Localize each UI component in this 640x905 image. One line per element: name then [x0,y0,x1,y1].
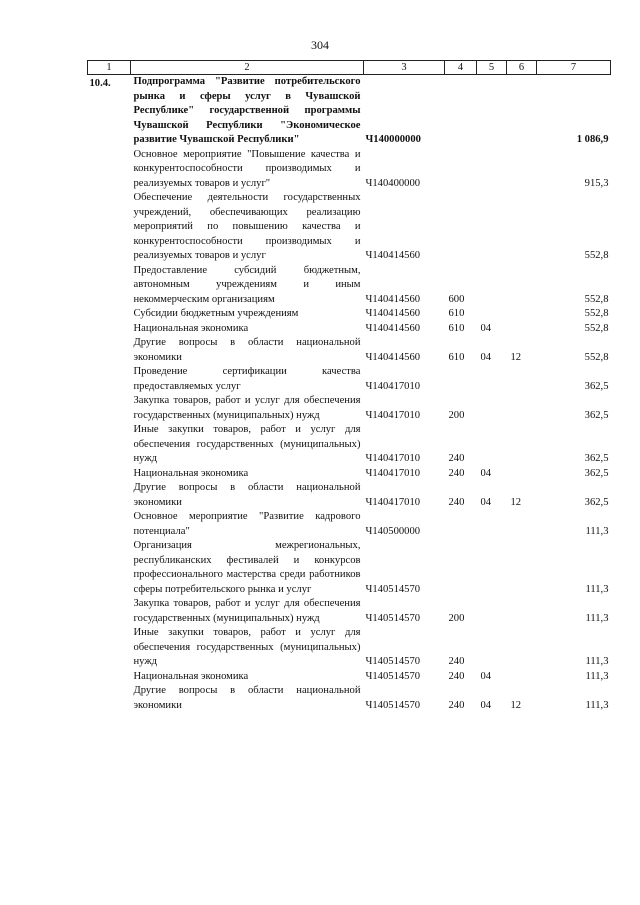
subsection-cell [507,670,537,685]
row-number-cell [88,481,131,510]
header-cell: 3 [364,61,445,75]
section-cell: 04 [480,670,492,682]
table-row [88,264,611,308]
amount-cell: 552,8 [584,250,609,261]
table-row [88,307,611,322]
table-header-row [88,61,611,75]
section-cell: 04 [480,322,492,334]
amount-cell: 362,5 [584,496,609,508]
table-row [88,365,611,394]
row-name-cell: Закупка товаров, работ и услуг для обеспечения государственных (муниципальных) нужд [133,395,361,421]
table-row [88,75,611,148]
table-row [88,423,611,467]
row-name-cell: Подпрограмма "Развитие потребительского рынка и сферы услуг в Чувашской Республике" государственной программы Чувашской Республики "Экономическое развитие Чувашской Республики" [133,76,361,145]
row-number-cell [88,626,131,670]
section-cell [477,191,507,264]
row-number-cell [88,670,131,685]
section-cell: 04 [480,699,492,711]
amount-cell: 552,8 [584,293,609,305]
expense-type-cell [445,365,477,394]
expense-type-cell: 610 [448,308,465,319]
row-name-cell: Субсидии бюджетным учреждениям [133,308,299,319]
subsection-cell [507,148,537,192]
target-article-cell: Ч140417010 [365,467,421,479]
target-article-cell: Ч140400000 [365,177,421,189]
target-article-cell: Ч140417010 [365,496,421,508]
row-number-cell [88,191,131,264]
row-name-cell: Другие вопросы в области национальной экономики [133,337,361,363]
row-name-cell: Национальная экономика [133,322,249,334]
subsection-cell [507,264,537,308]
row-name-cell: Закупка товаров, работ и услуг для обеспечения государственных (муниципальных) нужд [133,598,361,624]
amount-cell: 111,3 [585,583,609,595]
section-cell [477,75,507,148]
row-name-cell: Другие вопросы в области национальной экономики [133,685,361,711]
subsection-cell [507,423,537,467]
amount-cell: 552,8 [584,322,609,334]
row-name-cell: Национальная экономика [133,467,249,479]
table-row [88,148,611,192]
target-article-cell: Ч140417010 [365,380,421,392]
target-article-cell: Ч140414560 [365,351,421,363]
target-article-cell: Ч140514570 [365,612,421,624]
table-row [88,467,611,482]
table-row [88,510,611,539]
table-row [88,670,611,685]
row-name-cell: Основное мероприятие "Развитие кадрового потенциала" [133,511,361,537]
expense-type-cell: 240 [448,467,465,479]
section-cell [477,307,507,322]
expense-type-cell: 200 [448,409,465,421]
amount-cell: 111,3 [585,699,609,711]
row-number-cell [88,423,131,467]
table-row [88,539,611,597]
expense-type-cell [445,75,477,148]
table-row [88,597,611,626]
section-cell [477,539,507,597]
section-cell [477,365,507,394]
row-name-cell: Предоставление субсидий бюджетным, автономным учреждениям и иным некоммерческим организациям [133,264,361,305]
section-cell [477,148,507,192]
subsection-cell [507,307,537,322]
row-number-cell [88,394,131,423]
amount-cell: 362,5 [584,380,609,392]
amount-cell: 362,5 [584,453,609,464]
subsection-cell [507,467,537,482]
header-cell: 2 [131,61,364,75]
section-cell: 04 [480,496,492,508]
expense-type-cell: 240 [448,670,465,682]
page-number: 304 [311,38,329,52]
row-number-cell [88,307,131,322]
row-number-cell [88,322,131,337]
target-article-cell: Ч140414560 [365,293,421,305]
header-cell: 4 [445,61,477,75]
expense-type-cell: 240 [448,699,465,711]
section-cell [477,626,507,670]
target-article-cell: Ч140514570 [365,583,421,595]
subsection-cell [507,510,537,539]
table-row [88,684,611,713]
table-row [88,322,611,337]
target-article-cell: Ч140500000 [365,525,421,537]
subsection-cell [507,75,537,148]
budget-table [87,60,611,713]
amount-cell: 111,3 [585,656,609,667]
row-number-cell [88,539,131,597]
table-row [88,394,611,423]
row-name-cell: Основное мероприятие "Повышение качества и конкурентоспособности производимых и реализуемых товаров и услуг" [133,148,361,189]
amount-cell: 111,3 [585,525,609,537]
header-cell: 7 [537,61,611,75]
row-number-cell [88,510,131,539]
section-cell: 04 [480,351,492,363]
expense-type-cell: 240 [448,496,465,508]
row-name-cell: Проведение сертификации качества предоставляемых услуг [133,366,361,392]
target-article-cell: Ч140000000 [365,134,421,145]
expense-type-cell [445,191,477,264]
target-article-cell: Ч140514570 [365,656,421,667]
table-row [88,191,611,264]
amount-cell: 552,8 [584,308,609,319]
row-number-cell [88,365,131,394]
row-name-cell: Иные закупки товаров, работ и услуг для обеспечения государственных (муниципальных) нужд [133,424,361,464]
row-number-cell [88,148,131,192]
expense-type-cell: 610 [448,351,465,363]
row-number-cell [88,597,131,626]
target-article-cell: Ч140514570 [365,699,421,711]
expense-type-cell [445,510,477,539]
amount-cell: 111,3 [585,670,609,682]
amount-cell: 552,8 [584,351,609,363]
target-article-cell: Ч140417010 [365,409,421,421]
section-cell: 04 [480,467,492,479]
subsection-cell [507,394,537,423]
target-article-cell: Ч140417010 [365,453,421,464]
subsection-cell [507,539,537,597]
expense-type-cell: 240 [448,453,465,464]
subsection-cell [507,365,537,394]
amount-cell: 111,3 [585,612,609,624]
expense-type-cell: 200 [448,612,465,624]
expense-type-cell [445,148,477,192]
row-number-cell [88,684,131,713]
table-row [88,481,611,510]
expense-type-cell: 610 [448,322,465,334]
section-cell [477,264,507,308]
subsection-cell [507,191,537,264]
subsection-cell [507,322,537,337]
row-name-cell: Национальная экономика [133,670,249,682]
header-cell: 6 [507,61,537,75]
section-cell [477,423,507,467]
row-number-cell: 10.4. [89,78,111,89]
amount-cell: 1 086,9 [576,134,609,145]
section-cell [477,510,507,539]
target-article-cell: Ч140414560 [365,250,421,261]
table-row [88,626,611,670]
subsection-cell: 12 [510,496,522,508]
expense-type-cell: 600 [448,293,465,305]
header-cell: 5 [477,61,507,75]
target-article-cell: Ч140414560 [365,308,421,319]
target-article-cell: Ч140414560 [365,322,421,334]
row-number-cell [88,336,131,365]
row-number-cell [88,264,131,308]
amount-cell: 362,5 [584,467,609,479]
subsection-cell [507,597,537,626]
amount-cell: 915,3 [584,177,609,189]
expense-type-cell [445,539,477,597]
target-article-cell: Ч140514570 [365,670,421,682]
row-name-cell: Иные закупки товаров, работ и услуг для обеспечения государственных (муниципальных) нужд [133,627,361,667]
row-number-cell [88,467,131,482]
row-name-cell: Обеспечение деятельности государственных учреждений, обеспечивающих реализацию мероприятий по повышению качества и конкурентоспособности производимых и реализуемых товаров и услуг [133,192,361,261]
header-cell: 1 [88,61,131,75]
subsection-cell: 12 [510,699,522,711]
row-name-cell: Другие вопросы в области национальной экономики [133,482,361,508]
table-row [88,336,611,365]
amount-cell: 362,5 [584,409,609,421]
expense-type-cell: 240 [448,656,465,667]
section-cell [477,394,507,423]
section-cell [477,597,507,626]
row-name-cell: Организация межрегиональных, республиканских фестивалей и конкурсов профессионального мастерства среди работников сферы потребительского рынка и услуг [133,540,361,595]
subsection-cell [507,626,537,670]
subsection-cell: 12 [510,351,522,363]
